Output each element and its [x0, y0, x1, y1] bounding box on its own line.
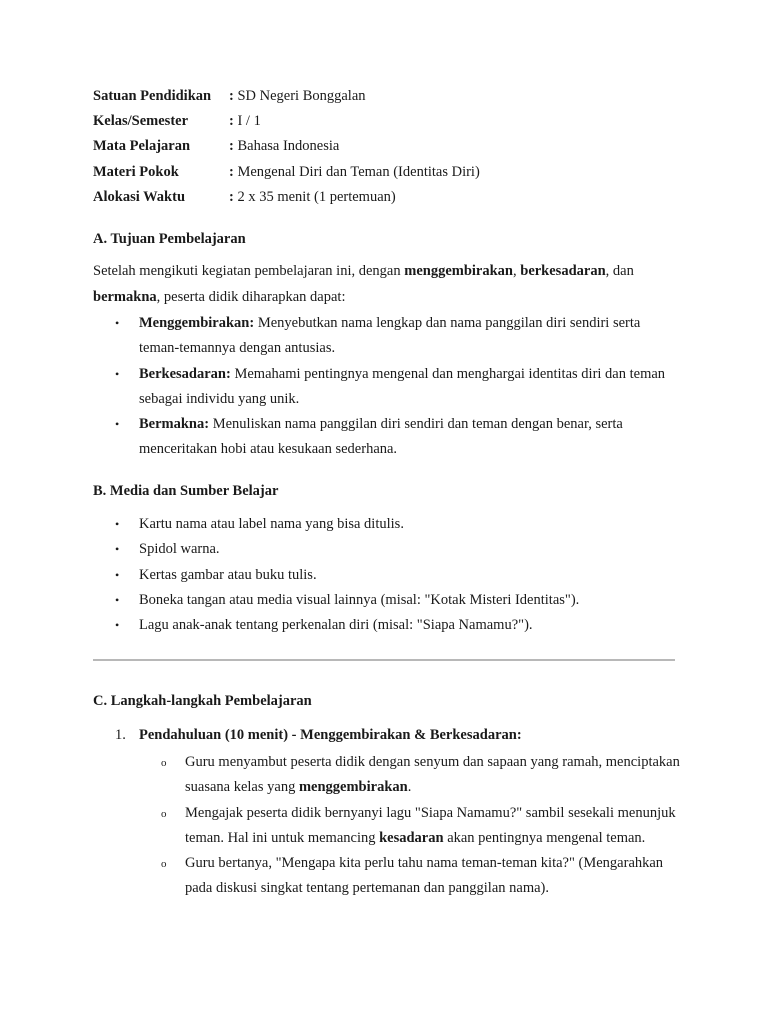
- identity-value: 2 x 35 menit (1 pertemuan): [237, 188, 396, 205]
- intro-bold: menggembirakan: [404, 263, 513, 279]
- identity-colon: :: [229, 113, 234, 130]
- identity-label: Satuan Pendidikan: [93, 88, 212, 104]
- identity-colon: :: [229, 188, 234, 205]
- identity-label: Materi Pokok: [93, 163, 179, 180]
- list-item: [115, 512, 684, 537]
- objectives-list: [115, 311, 684, 463]
- bullet-icon: •: [115, 417, 120, 432]
- bullet-icon: •: [115, 592, 120, 607]
- intro-text: , dan: [605, 263, 634, 279]
- objective-text: Memahami pentingnya mengenal dan menghargai identitas diri dan teman sebagai individu yang unik.: [139, 365, 666, 407]
- step-number: 1.: [115, 727, 126, 743]
- circle-bullet-icon: o: [161, 807, 167, 820]
- intro-text: , peserta didik diharapkan dapat:: [156, 288, 346, 305]
- identity-row: [93, 162, 480, 187]
- section-a-intro: [93, 259, 683, 310]
- list-item: [115, 362, 684, 413]
- objective-text: Menyebutkan nama lengkap dan nama panggilan diri sendiri serta teman-temannya dengan antusias.: [139, 315, 641, 357]
- intro-text: ,: [513, 263, 521, 279]
- intro-bold: bermakna: [93, 288, 157, 305]
- bullet-icon: •: [115, 567, 120, 582]
- activity-text: .: [407, 779, 412, 796]
- identity-table: [93, 86, 480, 212]
- identity-row: [93, 111, 480, 136]
- media-text: Lagu anak-anak tentang perkenalan diri (misal: "Siapa Namamu?").: [139, 617, 533, 634]
- list-item: [115, 311, 684, 362]
- list-item: [161, 750, 684, 801]
- list-item: [115, 563, 684, 588]
- list-item: [115, 613, 684, 638]
- section-a-heading: A. Tujuan Pembelajaran: [93, 231, 246, 247]
- identity-row: [93, 86, 480, 111]
- list-item: [161, 851, 684, 902]
- bullet-icon: •: [115, 618, 120, 633]
- list-item: [115, 412, 684, 463]
- activity-text: Mengajak peserta didik bernyanyi lagu "Siapa Namamu?" sambil sesekali menunjuk teman. Hal ini untuk memancing: [185, 804, 676, 846]
- objective-term: Menggembirakan:: [139, 315, 255, 331]
- identity-colon: :: [229, 88, 234, 104]
- list-item: [115, 588, 684, 613]
- circle-bullet-icon: o: [161, 858, 167, 871]
- intro-text: Setelah mengikuti kegiatan pembelajaran ini, dengan: [93, 263, 405, 279]
- identity-value: SD Negeri Bonggalan: [237, 88, 366, 104]
- objective-text: Menuliskan nama panggilan diri sendiri dan teman dengan benar, serta menceritakan hobi atau kesukaan sederhana.: [139, 416, 623, 458]
- bullet-icon: •: [115, 316, 120, 330]
- media-text: Spidol warna.: [139, 541, 220, 558]
- identity-row: [93, 187, 480, 212]
- section-c-heading: C. Langkah-langkah Pembelajaran: [93, 693, 312, 709]
- identity-value: Bahasa Indonesia: [237, 138, 340, 155]
- identity-label: Mata Pelajaran: [93, 138, 191, 155]
- step-activities: [139, 750, 684, 902]
- activity-text: Guru menyambut peserta didik dengan senyum dan sapaan yang ramah, menciptakan suasana kelas yang: [185, 754, 680, 796]
- steps-list: [115, 725, 684, 902]
- bullet-icon: •: [115, 517, 120, 531]
- circle-bullet-icon: o: [161, 757, 167, 769]
- activity-text: Guru bertanya, "Mengapa kita perlu tahu nama teman-teman kita?" (Mengarahkan pada diskusi singkat tentang pertemanan dan panggilan nama).: [185, 855, 664, 897]
- identity-label: Alokasi Waktu: [93, 188, 186, 205]
- step-item: [115, 725, 684, 902]
- media-text: Kartu nama atau label nama yang bisa ditulis.: [139, 516, 404, 532]
- activity-text: akan pentingnya mengenal teman.: [443, 829, 646, 846]
- identity-colon: :: [229, 163, 234, 180]
- section-b-heading: B. Media dan Sumber Belajar: [93, 483, 279, 499]
- media-list: [115, 512, 684, 638]
- identity-label: Kelas/Semester: [93, 113, 189, 130]
- identity-value: I / 1: [237, 113, 261, 130]
- bullet-icon: •: [115, 542, 120, 557]
- objective-term: Bermakna:: [139, 416, 210, 433]
- intro-bold: berkesadaran: [520, 263, 606, 279]
- identity-row: [93, 136, 480, 161]
- horizontal-divider: [93, 659, 675, 661]
- bullet-icon: •: [115, 366, 120, 381]
- step-title: Pendahuluan (10 menit) - Menggembirakan & Berkesadaran:: [139, 727, 522, 743]
- media-text: Boneka tangan atau media visual lainnya (misal: "Kotak Misteri Identitas").: [139, 591, 580, 608]
- identity-colon: :: [229, 138, 234, 155]
- activity-bold: kesadaran: [379, 829, 444, 846]
- media-text: Kertas gambar atau buku tulis.: [139, 566, 317, 583]
- list-item: [161, 801, 684, 852]
- activity-bold: menggembirakan: [298, 779, 408, 796]
- list-item: [115, 537, 684, 562]
- identity-value: Mengenal Diri dan Teman (Identitas Diri): [237, 163, 480, 180]
- objective-term: Berkesadaran:: [139, 365, 231, 382]
